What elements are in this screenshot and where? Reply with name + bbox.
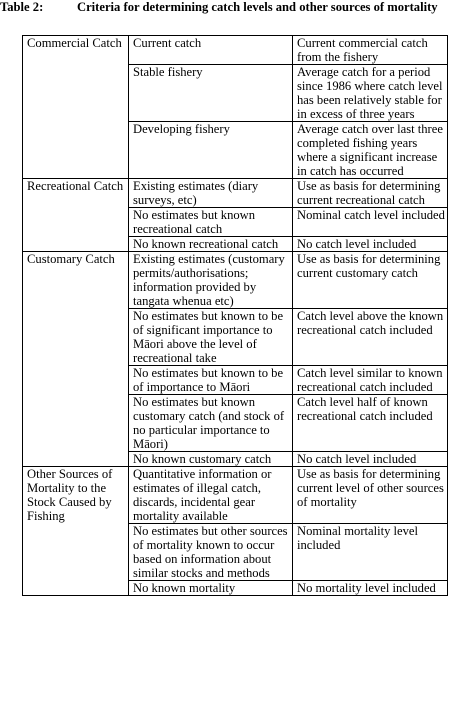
outcome-cell: Nominal catch level included xyxy=(293,208,448,237)
criterion-cell: Developing fishery xyxy=(129,122,293,179)
criterion-cell: No known mortality xyxy=(129,581,293,596)
criterion-cell: Existing estimates (customary permits/authorisations; information provided by tangata whenua etc) xyxy=(129,252,293,309)
outcome-cell: Current commercial catch from the fishery xyxy=(293,36,448,65)
criterion-cell: No estimates but known to be of importance to Māori xyxy=(129,366,293,395)
category-cell-commercial: Commercial Catch xyxy=(23,36,129,179)
outcome-cell: Use as basis for determining current recreational catch xyxy=(293,179,448,208)
outcome-cell: Catch level similar to known recreational catch included xyxy=(293,366,448,395)
outcome-cell: Average catch for a period since 1986 where catch level has been relatively stable for in excess of three years xyxy=(293,65,448,122)
criterion-cell: No known recreational catch xyxy=(129,237,293,252)
criterion-cell: No estimates but known to be of significant importance to Māori above the level of recreational take xyxy=(129,309,293,366)
outcome-cell: No catch level included xyxy=(293,452,448,467)
criterion-cell: Current catch xyxy=(129,36,293,65)
criterion-cell: Stable fishery xyxy=(129,65,293,122)
outcome-cell: Catch level half of known recreational catch included xyxy=(293,395,448,452)
criterion-cell: Quantitative information or estimates of illegal catch, discards, incidental gear mortality available xyxy=(129,467,293,524)
outcome-cell: Catch level above the known recreational catch included xyxy=(293,309,448,366)
outcome-cell: No catch level included xyxy=(293,237,448,252)
table-label: Table 2: xyxy=(0,0,44,14)
criterion-cell: No known customary catch xyxy=(129,452,293,467)
outcome-cell: Nominal mortality level included xyxy=(293,524,448,581)
outcome-cell: Use as basis for determining current customary catch xyxy=(293,252,448,309)
outcome-cell: Use as basis for determining current level of other sources of mortality xyxy=(293,467,448,524)
criterion-cell: No estimates but other sources of mortality known to occur based on information about similar stocks and methods xyxy=(129,524,293,581)
criterion-cell: No estimates but known recreational catch xyxy=(129,208,293,237)
category-cell-other-mortality: Other Sources of Mortality to the Stock Caused by Fishing xyxy=(23,467,129,596)
table-row xyxy=(23,252,448,309)
outcome-cell: No mortality level included xyxy=(293,581,448,596)
table-row xyxy=(23,179,448,208)
criterion-cell: No estimates but known customary catch (and stock of no particular importance to Māori) xyxy=(129,395,293,452)
table-title: Criteria for determining catch levels and other sources of mortality xyxy=(77,0,438,14)
outcome-cell: Average catch over last three completed fishing years where a significant increase in catch has occurred xyxy=(293,122,448,179)
criteria-table xyxy=(22,35,448,596)
category-cell-customary: Customary Catch xyxy=(23,252,129,467)
table-row xyxy=(23,36,448,65)
table-row xyxy=(23,467,448,524)
category-cell-recreational: Recreational Catch xyxy=(23,179,129,252)
criterion-cell: Existing estimates (diary surveys, etc) xyxy=(129,179,293,208)
